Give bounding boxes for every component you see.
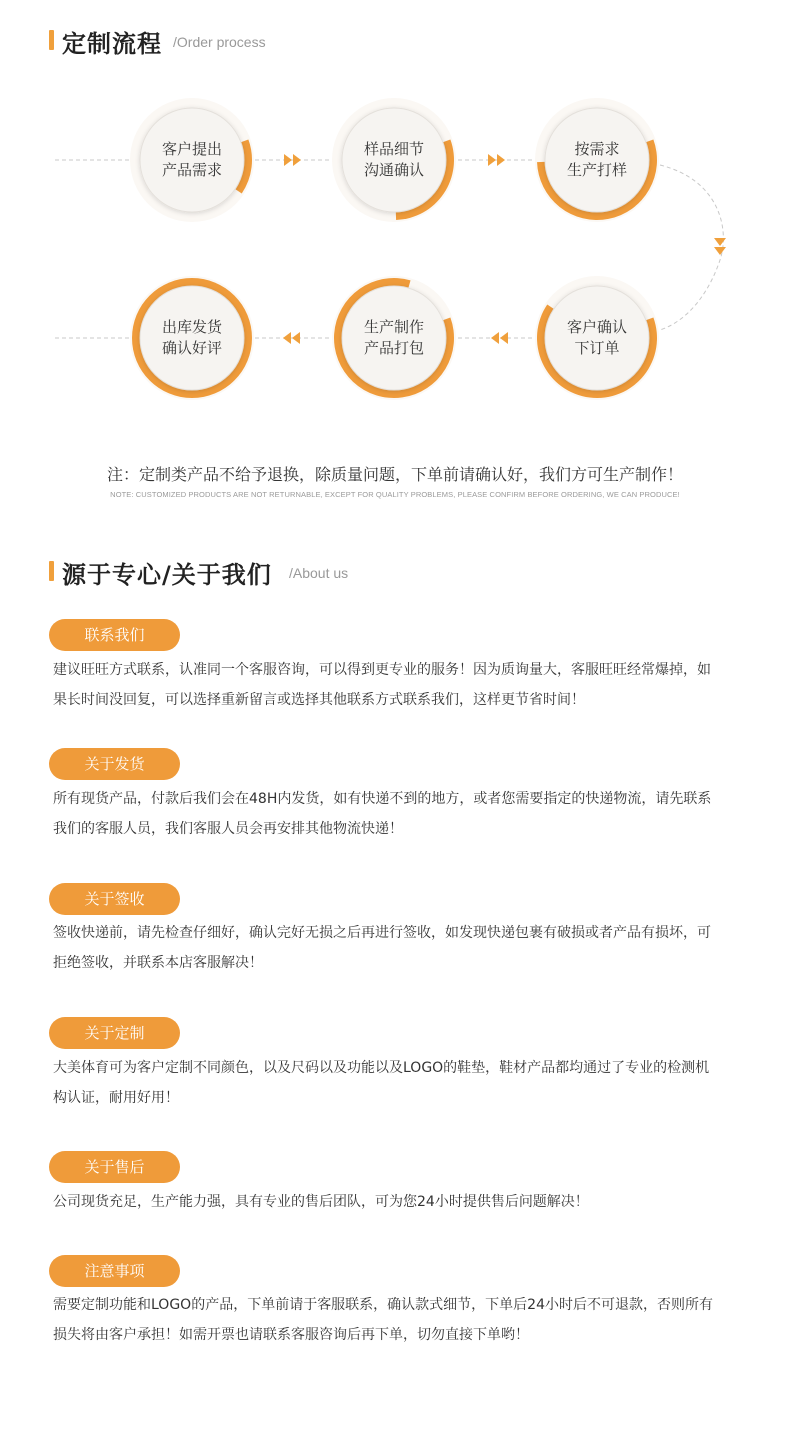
- notices-text-line1: 需要定制功能和LOGO的产品，下单前请于客服联系，确认款式细节，下单后24小时后不可退款，否则所有: [53, 1297, 714, 1313]
- process-title: 定制流程: [62, 30, 162, 58]
- step-3-line1: 按需求: [574, 140, 620, 158]
- step-5-line1: 生产制作: [363, 318, 424, 336]
- step-5-line2: 产品打包: [363, 339, 424, 357]
- contact-us-label: 联系我们: [49, 619, 180, 651]
- process-note: 注：定制类产品不给予退换，除质量问题，下单前请确认好，我们方可生产制作！: [106, 465, 683, 484]
- arrow-left-icon: [491, 332, 508, 344]
- step-3-node: [545, 108, 649, 212]
- after-sales-text: [53, 1187, 743, 1217]
- step-1-line2: 产品需求: [161, 161, 222, 179]
- contact-us-text-line2: 果长时间没回复，可以选择重新留言或选择其他联系方式联系我们，这样更节省时间！: [53, 692, 585, 708]
- step-1-line1: 客户提出: [161, 140, 222, 158]
- contact-us-text: [53, 655, 743, 715]
- step-2-node: [342, 108, 446, 212]
- step-6-line2: 确认好评: [161, 339, 222, 357]
- shipping-text-line1: 所有现货产品，付款后我们会在48H内发货，如有快递不到的地方，或者您需要指定的快递物流，请先联系: [53, 791, 712, 807]
- process-note-english: NOTE: CUSTOMIZED PRODUCTS ARE NOT RETURNABLE, EXCEPT FOR QUALITY PROBLEMS, PLEASE CONFIRM BEFORE ORDERING, WE CAN PRODUCE!: [110, 490, 680, 499]
- step-4-line2: 下订单: [574, 339, 620, 357]
- customization-text: [53, 1053, 743, 1113]
- section-accent-bar: [49, 561, 54, 581]
- step-6-node: [140, 286, 244, 390]
- receipt-text-line2: 拒绝签收，并联系本店客服解决！: [53, 955, 263, 971]
- shipping-text: [53, 784, 743, 844]
- receipt-text-line1: 签收快递前，请先检查仔细好，确认完好无损之后再进行签收，如发现快递包裹有破损或者产品有损坏，可: [53, 925, 711, 941]
- receipt-text: [53, 918, 743, 978]
- process-subtitle: /Order process: [173, 34, 266, 50]
- customization-label: 关于定制: [49, 1017, 180, 1049]
- shipping-text-line2: 我们的客服人员，我们客服人员会再安排其他物流快递！: [53, 821, 403, 837]
- step-1-node: [140, 108, 244, 212]
- step-2-line1: 样品细节: [363, 140, 424, 158]
- receipt-label: 关于签收: [49, 883, 180, 915]
- about-subtitle: /About us: [289, 565, 349, 581]
- step-4-line1: 客户确认: [566, 318, 627, 336]
- section-accent-bar: [49, 30, 54, 50]
- about-title: 源于专心/关于我们: [62, 561, 272, 589]
- contact-us-text-line1: 建议旺旺方式联系，认准同一个客服咨询，可以得到更专业的服务！因为质询量大，客服旺旺经常爆掉，如: [53, 662, 711, 678]
- after-sales-text-line1: 公司现货充足，生产能力强，具有专业的售后团队，可为您24小时提供售后问题解决！: [53, 1194, 589, 1210]
- step-6-line1: 出库发货: [161, 318, 222, 336]
- notices-text-line2: 损失将由客户承担！如需开票也请联系客服咨询后再下单，切勿直接下单哟！: [53, 1327, 529, 1343]
- step-4-node: [545, 286, 649, 390]
- notices-text: [53, 1290, 743, 1350]
- step-5-node: [342, 286, 446, 390]
- after-sales-label: 关于售后: [49, 1151, 180, 1183]
- arrow-down-icon: [714, 238, 726, 255]
- step-2-line2: 沟通确认: [363, 161, 424, 179]
- step-3-line2: 生产打样: [566, 161, 627, 179]
- customization-text-line2: 构认证，耐用好用！: [53, 1090, 179, 1106]
- shipping-label: 关于发货: [49, 748, 180, 780]
- notices-label: 注意事项: [49, 1255, 180, 1287]
- customization-text-line1: 大美体育可为客户定制不同颜色，以及尺码以及功能以及LOGO的鞋垫，鞋材产品都均通过了专业的检测机: [53, 1060, 710, 1076]
